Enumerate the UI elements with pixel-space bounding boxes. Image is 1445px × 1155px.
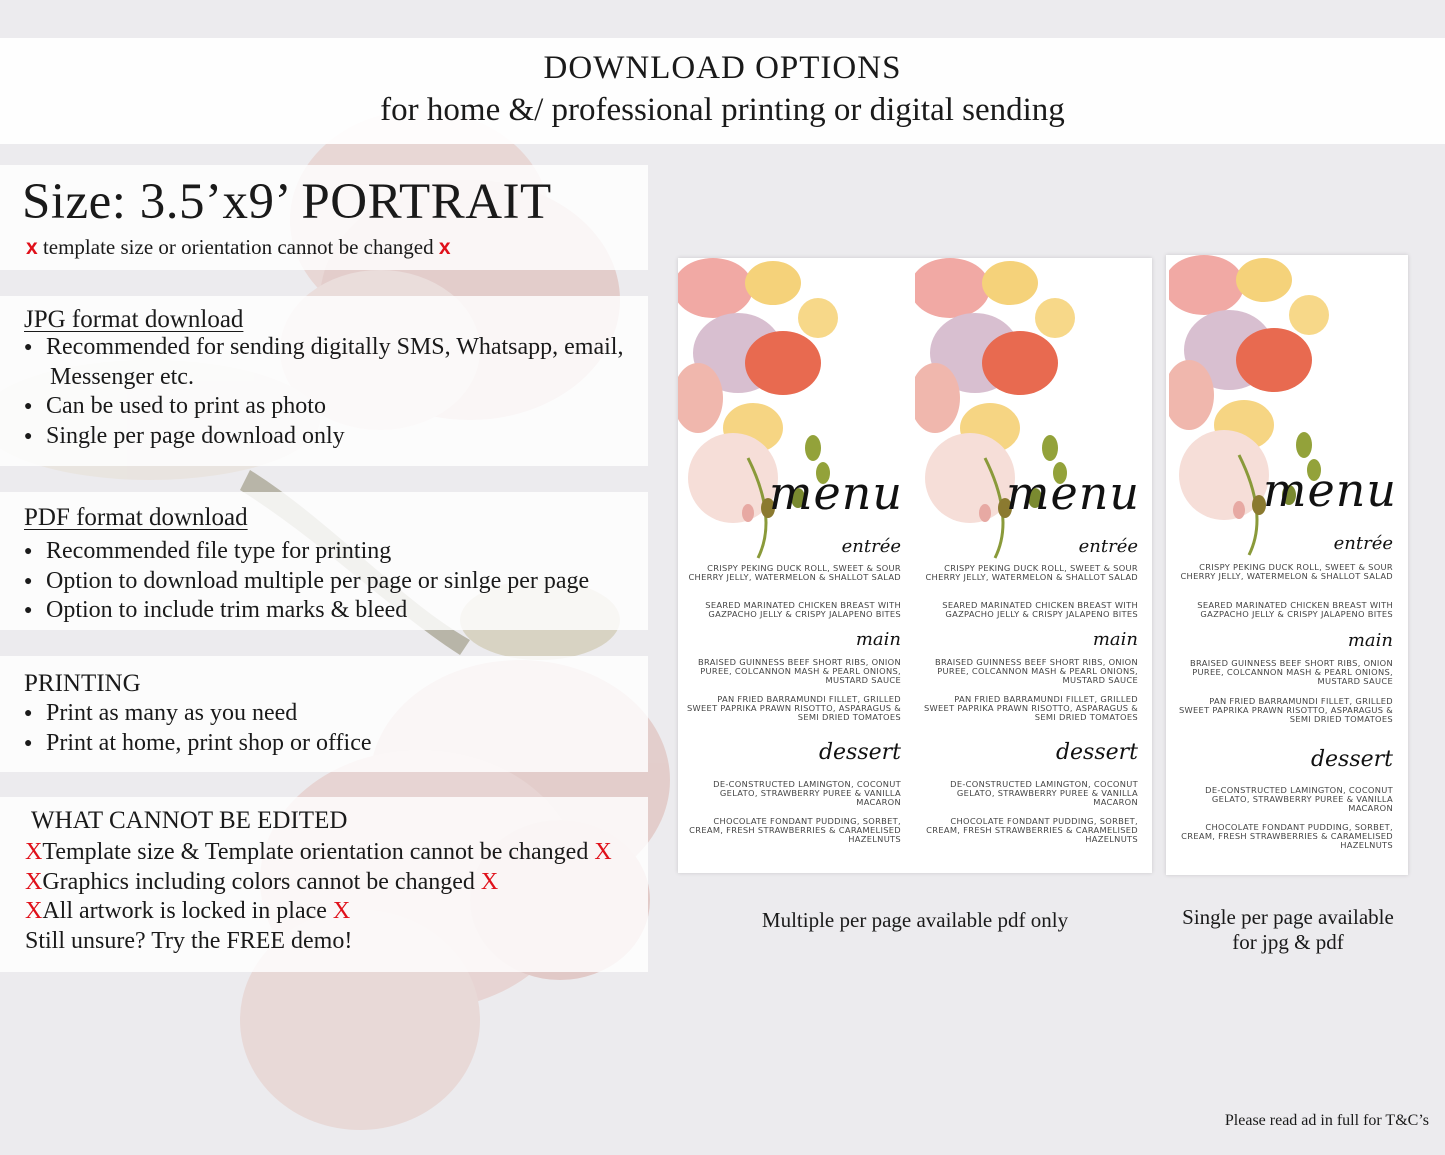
menu-item: CRISPY PEKING DUCK ROLL, SWEET & SOUR CHERRY JELLY, WATERMELON & SHALLOT SALAD	[925, 563, 1138, 583]
pdf-panel	[0, 492, 648, 630]
edit-title: WHAT CANNOT BE EDITED	[31, 807, 348, 834]
main-heading: main	[1092, 629, 1138, 650]
list-item: XTemplate size & Template orientation cannot be changed X	[25, 839, 612, 865]
menu-item: CRISPY PEKING DUCK ROLL, SWEET & SOUR CHERRY JELLY, WATERMELON & SHALLOT SALAD	[1180, 562, 1393, 582]
main-heading: main	[1347, 630, 1393, 651]
edit-closing: Still unsure? Try the FREE demo!	[25, 928, 353, 954]
menu-preview-single	[1166, 255, 1408, 875]
entree-heading: entrée	[1333, 533, 1393, 554]
menu-item: BRAISED GUINNESS BEEF SHORT RIBS, ONION PUREE, COLCANNON MASH & PEARL ONIONS, MUSTARD SAUCE	[935, 657, 1138, 686]
main-heading: main	[855, 629, 901, 650]
dessert-heading: dessert	[818, 740, 901, 765]
menu-item: PAN FRIED BARRAMUNDI FILLET, GRILLED SWEET PAPRIKA PRAWN RISOTTO, ASPARAGUS & SEMI DRIED TOMATOES	[923, 694, 1138, 723]
list-item: ● Option to download multiple per page or sinlge per page	[24, 568, 590, 594]
list-item: ● Recommended for sending digitally SMS, Whatsapp, email,	[24, 334, 624, 360]
menu-heading: menu	[1005, 466, 1140, 520]
menu-item: CHOCOLATE FONDANT PUDDING, SORBET, CREAM, FRESH STRAWBERRIES & CARAMELISED HAZELNUTS	[926, 816, 1138, 845]
menu-item: PAN FRIED BARRAMUNDI FILLET, GRILLED SWEET PAPRIKA PRAWN RISOTTO, ASPARAGUS & SEMI DRIED TOMATOES	[1178, 696, 1393, 725]
menu-item: BRAISED GUINNESS BEEF SHORT RIBS, ONION PUREE, COLCANNON MASH & PEARL ONIONS, MUSTARD SAUCE	[698, 657, 901, 686]
entree-heading: entrée	[1078, 536, 1138, 557]
printing-title: PRINTING	[24, 670, 141, 697]
jpg-panel	[0, 296, 648, 466]
list-item: ● Recommended file type for printing	[24, 538, 392, 564]
size-note-text: template size or orientation cannot be changed	[42, 235, 434, 259]
size-title: Size: 3.5’x9’ PORTRAIT	[22, 174, 552, 230]
size-note	[26, 235, 451, 260]
pdf-title: PDF format download	[24, 504, 248, 531]
dessert-heading: dessert	[1310, 747, 1393, 772]
footnote: Please read ad in full for T&C’s	[1224, 1112, 1429, 1129]
size-panel	[0, 165, 648, 270]
menu-item: DE-CONSTRUCTED LAMINGTON, COCONUT GELATO, STRAWBERRY PUREE & VANILLA MACARON	[950, 779, 1138, 808]
list-item: ● Single per page download only	[24, 423, 345, 449]
menu-item: BRAISED GUINNESS BEEF SHORT RIBS, ONION PUREE, COLCANNON MASH & PEARL ONIONS, MUSTARD SAUCE	[1190, 658, 1393, 687]
menu-item: CRISPY PEKING DUCK ROLL, SWEET & SOUR CHERRY JELLY, WATERMELON & SHALLOT SALAD	[688, 563, 901, 583]
red-x-icon: X	[332, 898, 351, 924]
header-subtitle: for home &/ professional printing or digital sending	[380, 92, 1065, 128]
menu-template	[678, 258, 913, 873]
list-item: ● Can be used to print as photo	[24, 393, 326, 419]
red-x-icon: x	[26, 236, 38, 259]
menu-item: CHOCOLATE FONDANT PUDDING, SORBET, CREAM, FRESH STRAWBERRIES & CARAMELISED HAZELNUTS	[1181, 822, 1393, 851]
menu-item: SEARED MARINATED CHICKEN BREAST WITH GAZPACHO JELLY & CRISPY JALAPENO BITES	[705, 600, 901, 620]
menu-heading: menu	[1262, 463, 1397, 517]
menu-preview-multiple	[678, 258, 1152, 873]
caption-single-line2: for jpg & pdf	[1232, 930, 1344, 954]
menu-template	[915, 258, 1150, 873]
list-item: ● Print at home, print shop or office	[24, 730, 372, 756]
caption-single-line1: Single per page available	[1182, 905, 1394, 929]
list-item: XAll artwork is locked in place X	[25, 898, 351, 924]
menu-item: SEARED MARINATED CHICKEN BREAST WITH GAZPACHO JELLY & CRISPY JALAPENO BITES	[1197, 600, 1393, 620]
dessert-heading: dessert	[1055, 740, 1138, 765]
header-title: DOWNLOAD OPTIONS	[543, 50, 902, 86]
caption-single	[1150, 905, 1426, 955]
list-item: ● Option to include trim marks & bleed	[24, 597, 408, 623]
menu-item: SEARED MARINATED CHICKEN BREAST WITH GAZPACHO JELLY & CRISPY JALAPENO BITES	[942, 600, 1138, 620]
menu-item: DE-CONSTRUCTED LAMINGTON, COCONUT GELATO, STRAWBERRY PUREE & VANILLA MACARON	[1205, 785, 1393, 814]
menu-template	[1169, 255, 1405, 870]
menu-item: PAN FRIED BARRAMUNDI FILLET, GRILLED SWEET PAPRIKA PRAWN RISOTTO, ASPARAGUS & SEMI DRIED TOMATOES	[686, 694, 901, 723]
entree-heading: entrée	[841, 536, 901, 557]
printing-panel	[0, 656, 648, 772]
red-x-icon: X	[480, 869, 499, 895]
red-x-icon: X	[594, 839, 612, 865]
red-x-icon: X	[25, 839, 43, 865]
header-banner	[0, 38, 1445, 144]
red-x-icon: X	[25, 869, 43, 895]
menu-item: DE-CONSTRUCTED LAMINGTON, COCONUT GELATO, STRAWBERRY PUREE & VANILLA MACARON	[713, 779, 901, 808]
list-item: Messenger etc.	[50, 364, 194, 390]
menu-heading: menu	[768, 466, 903, 520]
red-x-icon: x	[438, 236, 451, 259]
caption-multiple: Multiple per page available pdf only	[761, 908, 1069, 932]
jpg-title: JPG format download	[24, 306, 244, 333]
list-item: ● Print as many as you need	[24, 700, 298, 726]
red-x-icon: X	[25, 898, 43, 924]
menu-item: CHOCOLATE FONDANT PUDDING, SORBET, CREAM, FRESH STRAWBERRIES & CARAMELISED HAZELNUTS	[689, 816, 901, 845]
list-item: XGraphics including colors cannot be changed X	[25, 869, 499, 895]
edit-panel	[0, 797, 648, 972]
